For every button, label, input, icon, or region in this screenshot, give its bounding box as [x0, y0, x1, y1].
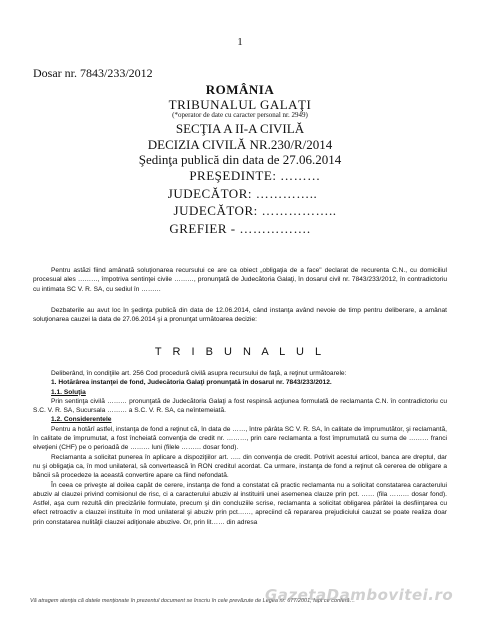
intro-text-1: Pentru astăzi fiind amânată soluţionarea recursului ce are ca obiect „obligaţia de a face" declarat de recurenta C.N., cu domiciliul procesual ales ………, împotriva sentinţei civile ………, pronunţată de Judecătoria Galaţi, în dosarul civil nr. 7843/233/2012, în contradictoriu cu intimata SC V. R. SA, cu sediul în ……… — [33, 267, 447, 293]
country-heading: ROMÂNIA — [205, 82, 275, 97]
site-watermark: GazetaDambovitei.ro — [265, 586, 454, 604]
privacy-footer: Vă atragem atenţia că datele menţionate în prezentul document se înscriu în cele prevăzute de Legea nr. 677/2001, fapt ce conferă… — [30, 598, 356, 604]
decision-heading: DECIZIA CIVILĂ NR.230/R/2014 — [147, 137, 333, 152]
subsection-1-1-title: 1.1. Soluţia — [51, 388, 86, 396]
tribunal-title: T R I B U N A L U L — [154, 346, 326, 358]
deliberating-paragraph: Deliberând, în condiţiile art. 256 Cod procedură civilă asupra recursului de faţă, a reţinut următoarele: — [51, 370, 347, 377]
panel-president: PREŞEDINTE: ……… — [189, 168, 321, 183]
panel-clerk: GREFIER - ……………. — [169, 221, 311, 236]
court-heading: TRIBUNALUL GALAŢI — [168, 97, 312, 112]
panel-judge-2: JUDECĂTOR: …………….. — [173, 203, 337, 218]
considerations-paragraph-1: Pentru a hotărî astfel, instanţa de fond a reţinut că, în data de ……, între pârâta SC V. R. SA, în calitate de împrumutător, şi reclamantă, în calitate de împrumutat, a fost încheiată convenţia de credit nr. ………, prin care reclamanta a fost împrumutată cu suma de ……… franci elveţieni (CHF) pe o perioadă de ……… luni (filele ……… dosar fond). — [33, 425, 447, 452]
decision-body — [33, 369, 447, 527]
intro-paragraph-2 — [33, 306, 447, 325]
operator-note: (*operator de date cu caracter personal nr. 2949) — [172, 111, 308, 119]
intro-text-2: Dezbaterile au avut loc în şedinţa publică din data de 12.06.2014, când instanţa având nevoie de timp pentru deliberare, a amânat soluţionarea cauzei la data de 27.06.2014 şi a pronunţat următoarea decizie: — [33, 307, 447, 324]
session-heading: Şedinţa publică din data de 27.06.2014 — [138, 152, 342, 167]
considerations-paragraph-3: În ceea ce priveşte al doilea capăt de cerere, instanţa de fond a constatat că practic reclamanta nu a solicitat constatarea caracterului abuziv al clauzei privind comisionul de risc, ci a caracterului abuziv al instituirii unei asemenea clauze prin pct. …… (fila ……… dosar fond). Astfel, aşa cum rezultă din precizările formulate, precum şi din concluziile scrise, reclamanta a solicitat obligarea pârâtei la desfiinţarea cu efect retroactiv a clauzei instituite în mod unilateral şi abuziv prin pct……, apreciind că repararea prejudiciului cauzat se poate realiza doar prin constatarea nulităţii clauzei adiţionale abuzive. Or, prin lit…… din adresa — [33, 481, 447, 526]
section-1-title: 1. Hotărârea instanţei de fond, Judecătoria Galaţi pronunţată în dosarul nr. 7843/233/2012. — [51, 379, 332, 387]
panel-judge-1: JUDECĂTOR: ………….. — [167, 186, 318, 201]
section-heading: SECŢIA A II-A CIVILĂ — [175, 121, 305, 136]
considerations-paragraph-2: Reclamanta a solicitat punerea în aplicare a dispoziţiilor art. ….. din convenţia de credit. Potrivit acestui articol, banca are dreptul, dar nu şi obligaţia ca, în mod unilateral, să convertească în RON creditul acordat. Ca urmare, instanţa de fond a reţinut că cererea de obligare a băncii să procedeze la această convertire apare ca fiind nefondată. — [33, 453, 447, 480]
intro-paragraph-1 — [33, 266, 447, 294]
page-number: 1 — [237, 36, 243, 48]
subsection-1-2-title: 1.2. Considerentele — [51, 416, 112, 424]
case-number: Dosar nr. 7843/233/2012 — [33, 66, 153, 80]
solution-paragraph: Prin sentinţa civilă ……… pronunţată de Judecătoria Galaţi a fost respinsă acţiunea formulată de reclamanta C.N. în contradictoriu cu S.C. V. R. SA, Sucursala ……… a S.C. V. R. SA, ca neîntemeiată. — [33, 397, 447, 415]
